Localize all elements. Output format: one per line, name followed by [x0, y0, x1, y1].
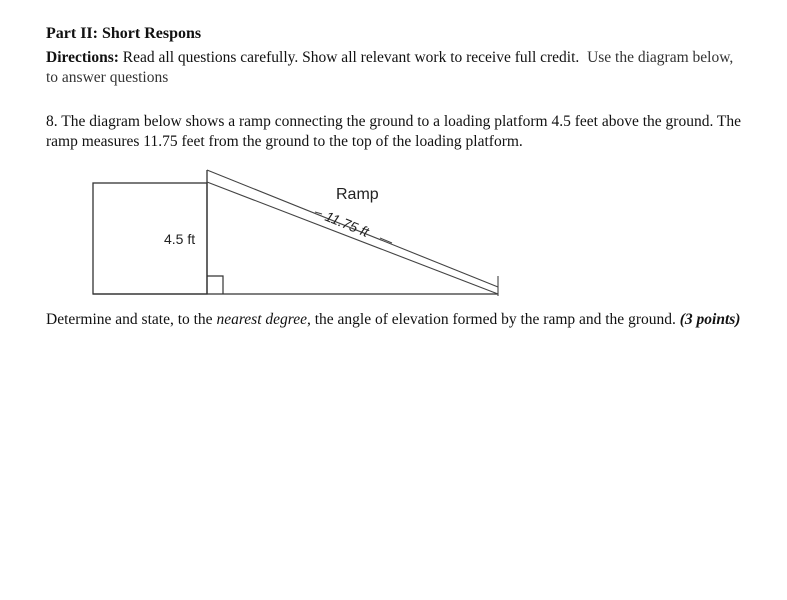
determine-emphasis: nearest degree [216, 311, 307, 328]
directions-rest: Use the diagram below, to answer questions [46, 49, 734, 86]
right-angle-marker [207, 276, 223, 294]
directions-label: Directions: [46, 49, 119, 66]
directions-text: Read all questions carefully. Show all relevant work to receive full credit. [122, 49, 580, 66]
determine-text-a: Determine and state, to the [46, 311, 217, 328]
determine-text-b: , the angle of elevation formed by the ramp and the ground. [306, 311, 680, 328]
determine-instruction [46, 310, 766, 330]
section-title: Part II: Short Respons [46, 25, 202, 42]
question-text: 8. The diagram below shows a ramp connecting the ground to a loading platform 4.5 feet above the ground. The ramp measures 11.75 feet from the ground to the top of the loading platform. [46, 113, 742, 150]
ramp-length-label: 11.75 ft [322, 207, 372, 240]
points-label: (3 points) [679, 311, 741, 328]
height-label: 4.5 ft [164, 231, 196, 247]
ramp-label: Ramp [336, 186, 379, 203]
